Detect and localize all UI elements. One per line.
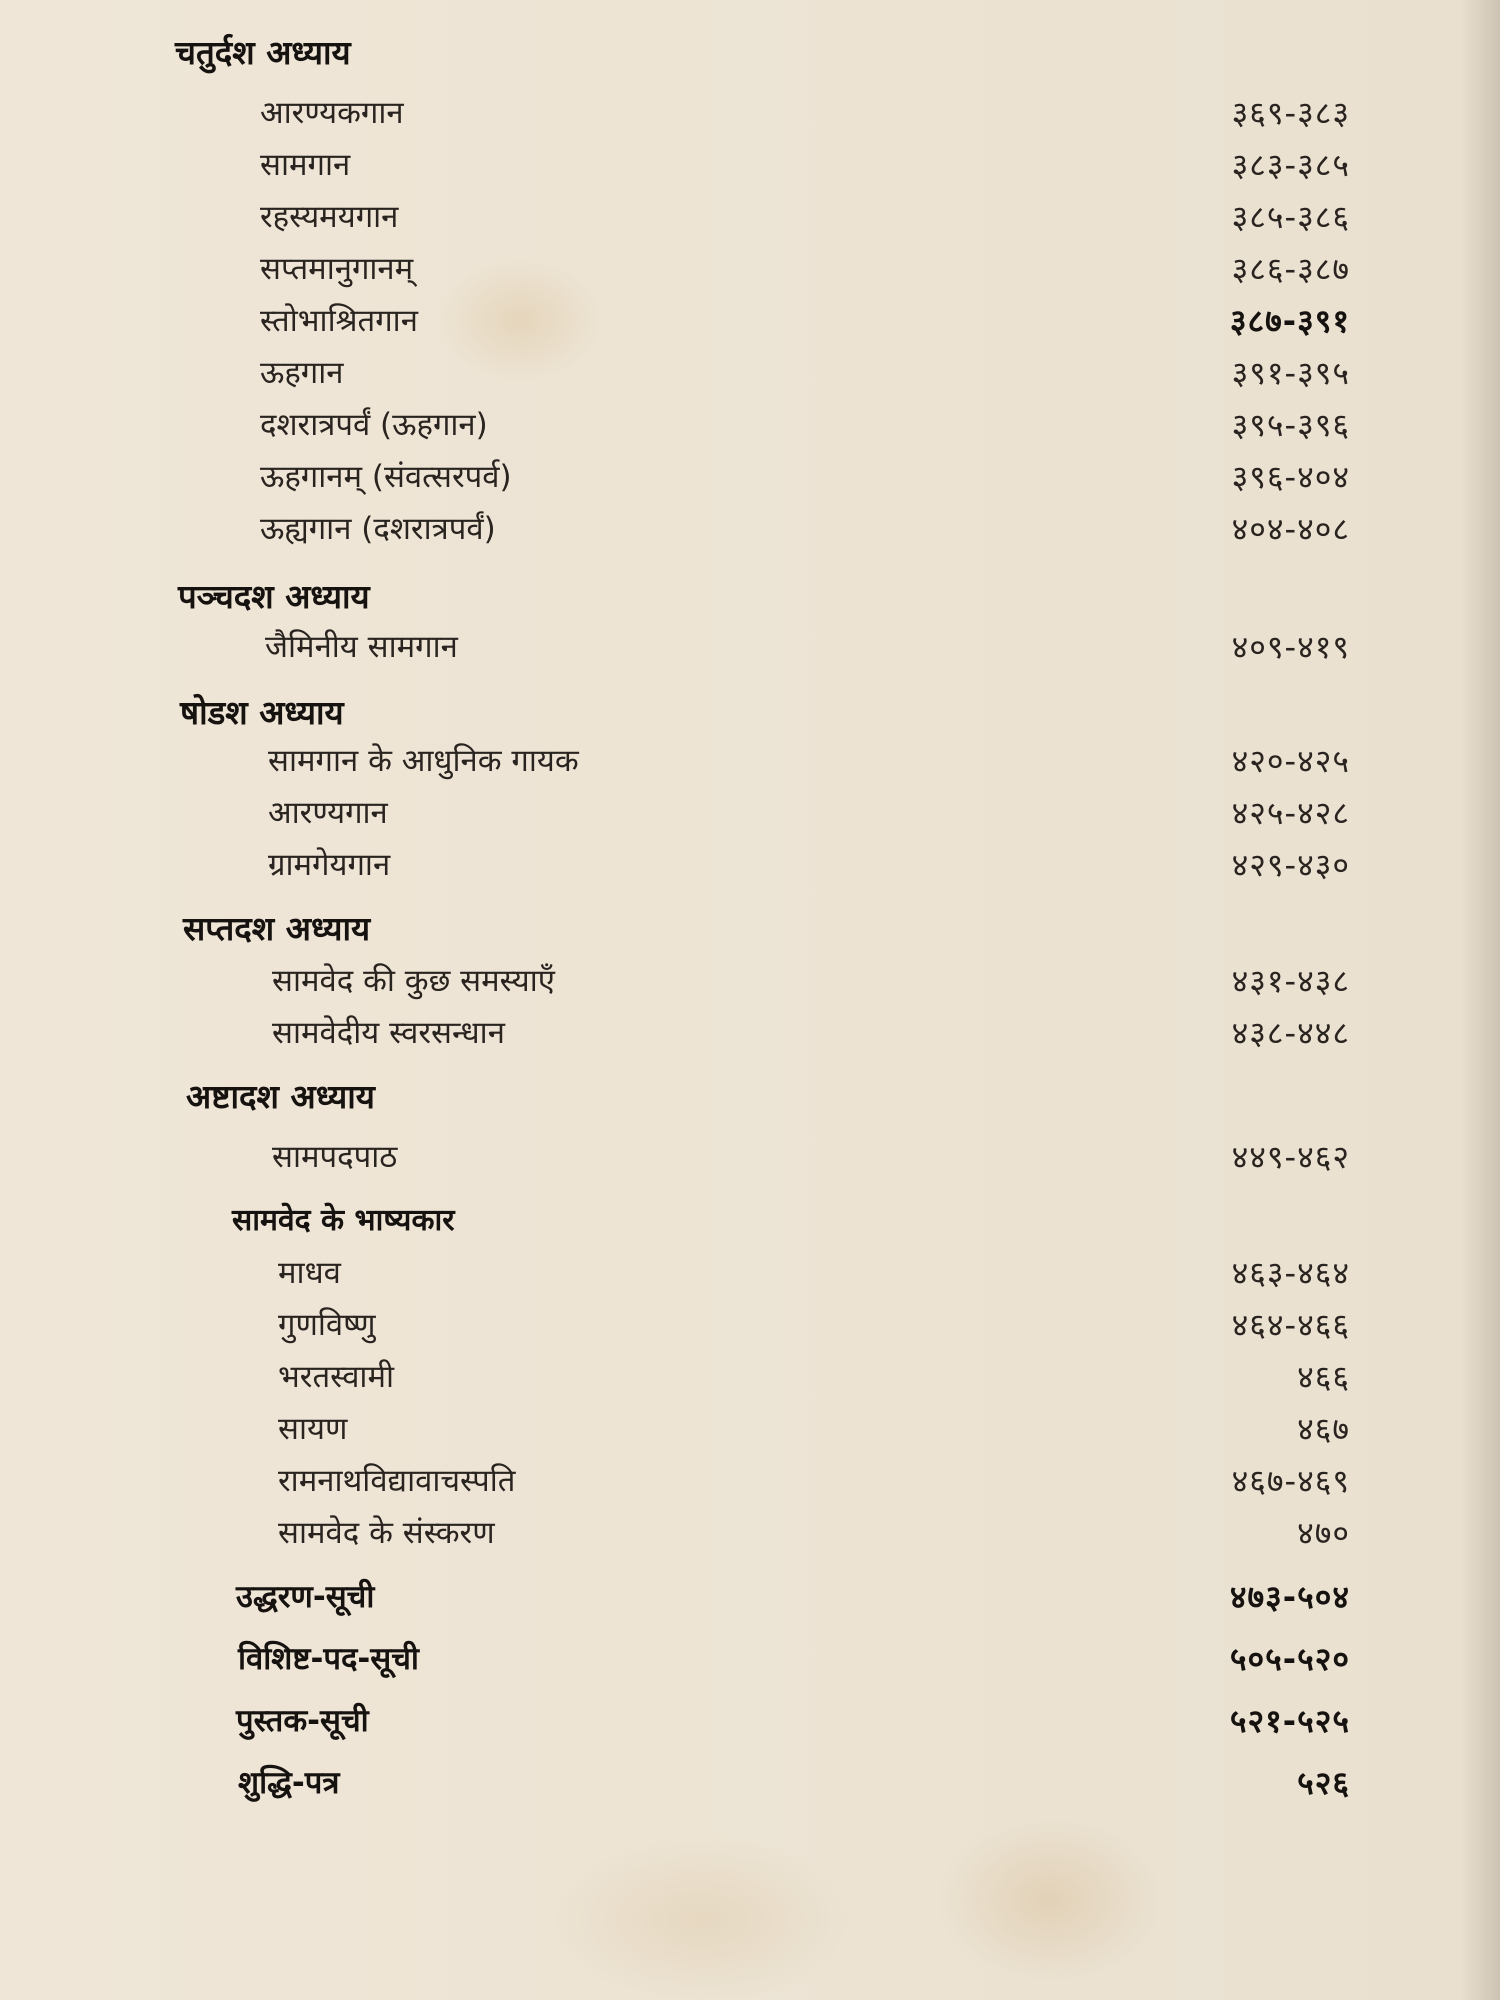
entry-label: ग्रामगेयगान: [268, 847, 391, 883]
chapter-heading-17: [0, 904, 1500, 954]
chapter-title: सप्तदश अध्याय: [183, 909, 371, 948]
toc-entry: [0, 244, 1500, 294]
toc-entry: [0, 1508, 1500, 1558]
entry-label: सामवेद की कुछ समस्याएँ: [272, 963, 555, 999]
chapter-title: चतुर्दश अध्याय: [175, 33, 351, 72]
entry-pages: ४३८-४४८: [1231, 1014, 1350, 1052]
entry-pages: ३८६-३८७: [1231, 250, 1350, 288]
appendix-label: उद्धरण-सूची: [236, 1579, 375, 1615]
entry-pages: ३८५-३८६: [1231, 198, 1350, 236]
toc-entry: [0, 1456, 1500, 1506]
entry-pages: ४६७: [1297, 1410, 1350, 1448]
entry-label: सामवेदीय स्वरसन्धान: [272, 1015, 505, 1051]
entry-label: रामनाथविद्यावाचस्पति: [278, 1463, 516, 1499]
subsection-heading: [0, 1196, 1500, 1246]
entry-label: गुणविष्णु: [278, 1307, 376, 1343]
entry-pages: ४२९-४३०: [1231, 846, 1350, 884]
entry-pages: ४२५-४२८: [1231, 794, 1350, 832]
chapter-heading-15: [0, 572, 1500, 622]
entry-pages: ४७०: [1297, 1514, 1350, 1552]
toc-entry: [0, 956, 1500, 1006]
entry-pages: ४६३-४६४: [1231, 1254, 1350, 1292]
toc-entry: [0, 1404, 1500, 1454]
entry-pages: ३८७-३९१: [1229, 302, 1350, 340]
entry-pages: ३६९-३८३: [1231, 94, 1350, 132]
toc-entry: [0, 88, 1500, 138]
chapter-heading-16: [0, 688, 1500, 738]
entry-pages: ३८३-३८५: [1231, 146, 1350, 184]
entry-pages: ५२६: [1297, 1764, 1350, 1802]
entry-pages: ४६४-४६६: [1231, 1306, 1350, 1344]
appendix-label: विशिष्ट-पद-सूची: [238, 1641, 419, 1677]
toc-entry: [0, 348, 1500, 398]
appendix-entry: [0, 1758, 1500, 1808]
entry-label: ऊहगान: [260, 355, 344, 391]
entry-pages: ३९५-३९६: [1231, 406, 1350, 444]
entry-label: दशरात्रपर्वं (ऊहगान): [260, 407, 488, 443]
chapter-heading-18: [0, 1072, 1500, 1122]
entry-pages: ४६७-४६९: [1231, 1462, 1350, 1500]
entry-label: सामगान: [260, 147, 351, 183]
appendix-label: शुद्धि-पत्र: [238, 1765, 340, 1801]
toc-entry: [0, 192, 1500, 242]
toc-entry: [0, 840, 1500, 890]
toc-entry: [0, 296, 1500, 346]
entry-pages: ४०४-४०८: [1231, 510, 1350, 548]
toc-entry: [0, 452, 1500, 502]
entry-label: ऊह्यगान (दशरात्रपर्वं): [260, 511, 496, 547]
toc-entry: [0, 736, 1500, 786]
toc-entry: [0, 1300, 1500, 1350]
entry-pages: ४७३-५०४: [1229, 1578, 1350, 1616]
entry-label: आरण्यगान: [268, 795, 388, 831]
entry-label: सामपदपाठ: [272, 1139, 398, 1175]
entry-label: जैमिनीय सामगान: [265, 629, 458, 665]
entry-label: सामवेद के संस्करण: [278, 1515, 495, 1551]
chapter-title: पञ्चदश अध्याय: [178, 577, 370, 616]
entry-pages: ३९१-३९५: [1231, 354, 1350, 392]
appendix-label: पुस्तक-सूची: [236, 1703, 369, 1739]
entry-pages: ३९६-४०४: [1231, 458, 1350, 496]
toc-entry: [0, 140, 1500, 190]
entry-pages: ४०९-४१९: [1231, 628, 1350, 666]
entry-label: आरण्यकगान: [260, 95, 404, 131]
appendix-entry: [0, 1634, 1500, 1684]
entry-pages: ५२१-५२५: [1229, 1702, 1350, 1740]
entry-label: माधव: [278, 1255, 341, 1291]
appendix-entry: [0, 1572, 1500, 1622]
entry-pages: ४४९-४६२: [1231, 1138, 1350, 1176]
chapter-heading-14: [0, 28, 1500, 78]
entry-label: रहस्यमयगान: [260, 199, 399, 235]
entry-pages: ४६६: [1297, 1358, 1350, 1396]
toc-entry: [0, 1132, 1500, 1182]
entry-pages: ४२०-४२५: [1231, 742, 1350, 780]
toc-entry: [0, 1008, 1500, 1058]
entry-label: ऊहगानम् (संवत्सरपर्व): [260, 459, 512, 495]
chapter-title: अष्टादश अध्याय: [186, 1077, 375, 1116]
entry-label: भरतस्वामी: [278, 1359, 395, 1395]
toc-entry: [0, 400, 1500, 450]
toc-entry: [0, 504, 1500, 554]
toc-entry: [0, 788, 1500, 838]
toc-entry: [0, 622, 1500, 672]
entry-label: सायण: [278, 1411, 348, 1447]
entry-label: स्तोभाश्रितगान: [260, 303, 418, 339]
subsection-title: सामवेद के भाष्यकार: [232, 1203, 455, 1238]
entry-pages: ५०५-५२०: [1229, 1640, 1350, 1678]
entry-label: सप्तमानुगानम्: [260, 251, 414, 287]
entry-pages: ४३१-४३८: [1231, 962, 1350, 1000]
toc-entry: [0, 1352, 1500, 1402]
toc-entry: [0, 1248, 1500, 1298]
entry-label: सामगान के आधुनिक गायक: [268, 743, 579, 779]
chapter-title: षोडश अध्याय: [180, 693, 344, 732]
appendix-entry: [0, 1696, 1500, 1746]
